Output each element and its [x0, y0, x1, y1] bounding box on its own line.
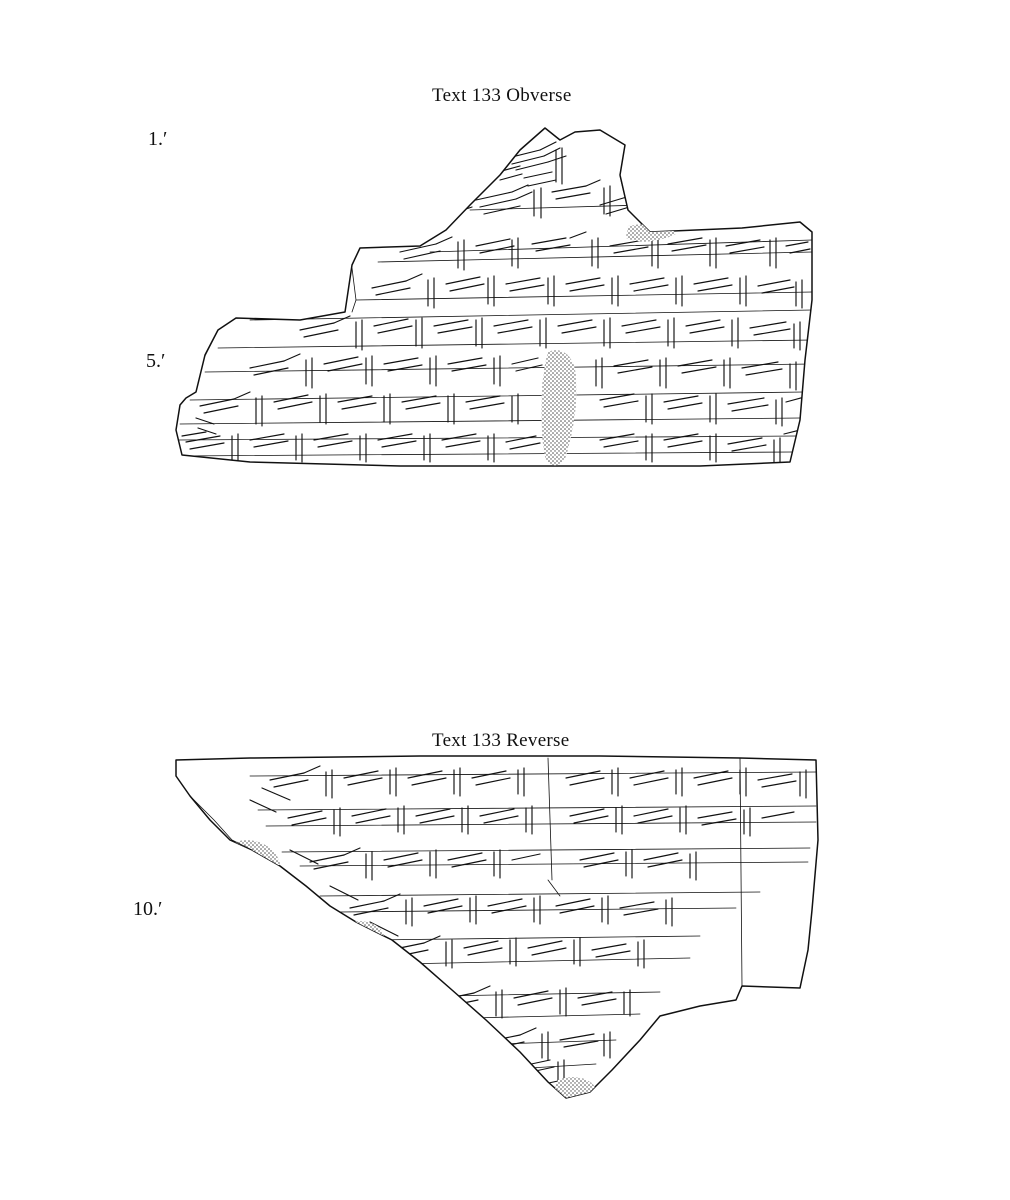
- line-label-10: 10.′: [133, 898, 163, 920]
- line-label-5: 5.′: [146, 350, 166, 372]
- figure-obverse: [0, 0, 1010, 520]
- tablet-drawing-obverse: [0, 0, 1010, 520]
- tablet-drawing-reverse: [0, 700, 1010, 1130]
- line-label-1: 1.′: [148, 128, 168, 150]
- figure-reverse-caption: Text 133 Reverse: [432, 730, 570, 751]
- figure-obverse-caption: Text 133 Obverse: [432, 85, 572, 106]
- figure-reverse: [0, 700, 1010, 1130]
